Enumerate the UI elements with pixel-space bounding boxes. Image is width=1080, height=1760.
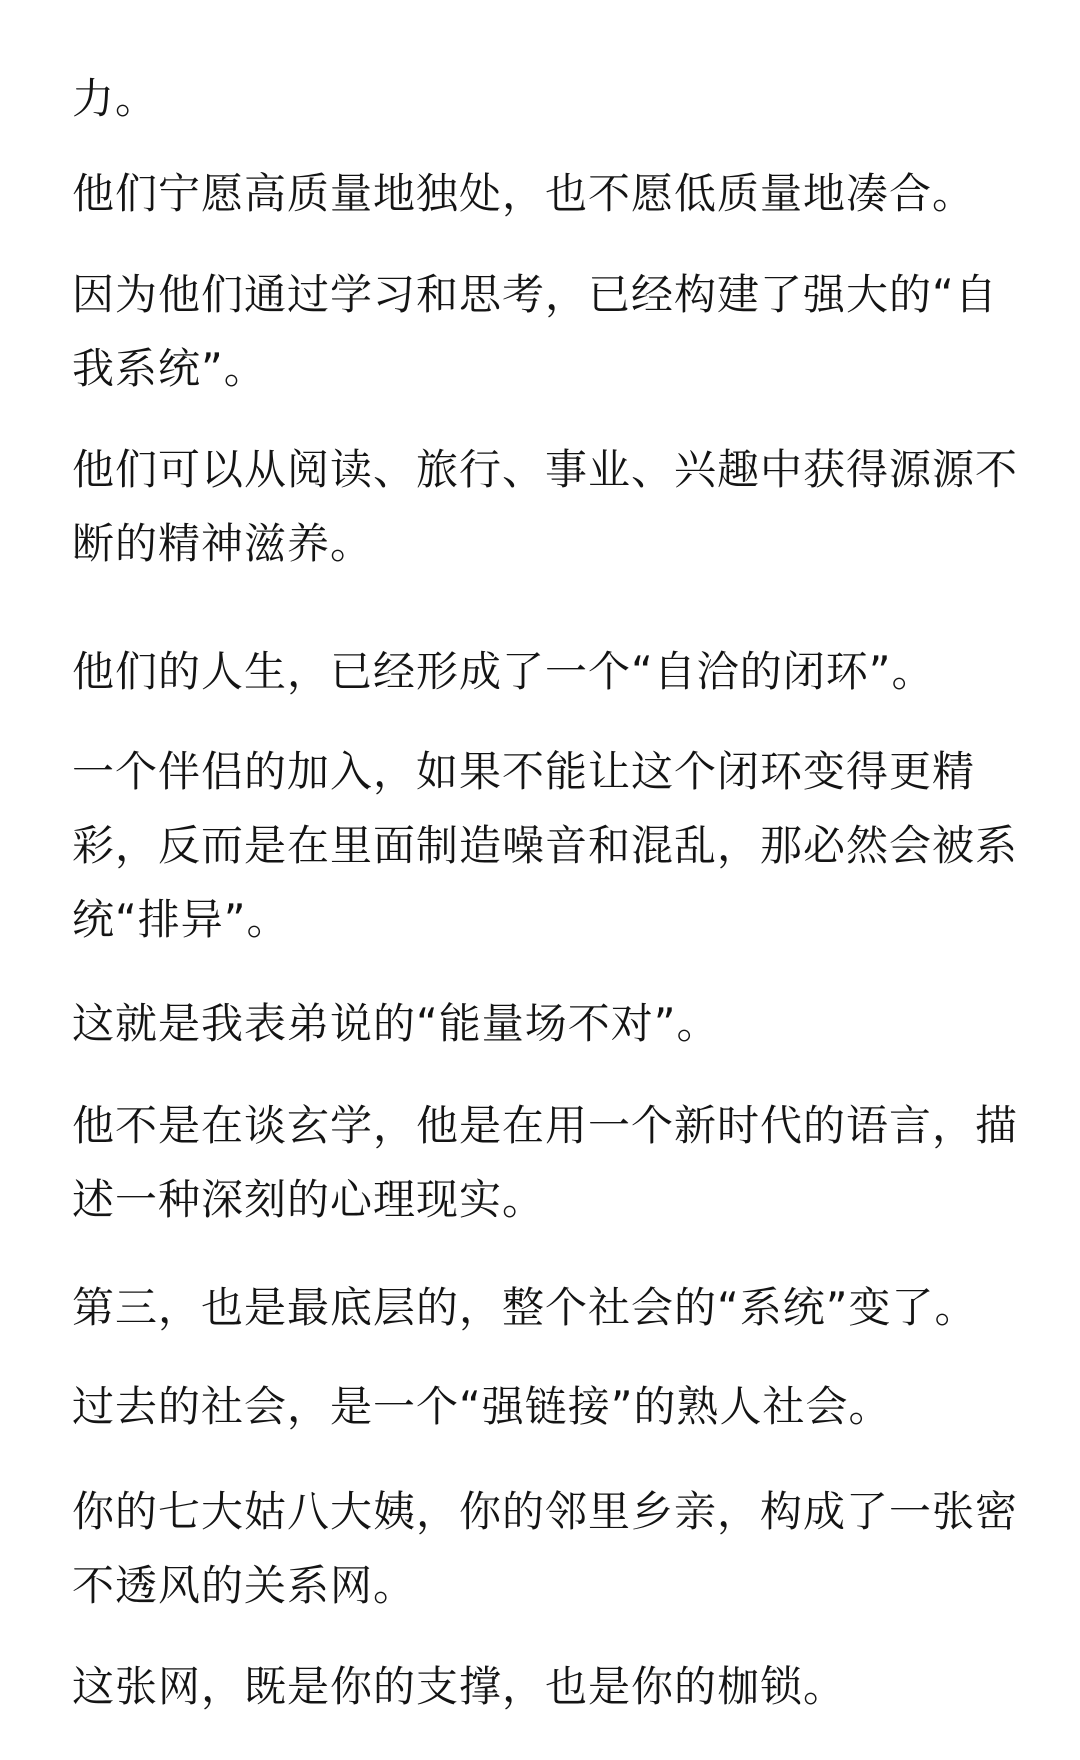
paragraph: [72, 735, 1019, 957]
paragraph: [72, 157, 1002, 231]
paragraph: [72, 1475, 1019, 1623]
text-line: 过去的社会，是一个“强链接”的熟人社会。: [72, 1382, 892, 1431]
paragraph: [72, 258, 1002, 406]
text-line: 力。: [72, 74, 159, 123]
paragraph: [72, 1650, 1002, 1724]
text-line: 我系统”。: [72, 344, 267, 393]
text-line: 你的七大姑八大姨，你的邻里乡亲，构成了一张密: [72, 1487, 1019, 1536]
paragraph: [72, 635, 1002, 709]
paragraph: [72, 1089, 1019, 1237]
text-line: 述一种深刻的心理现实。: [72, 1175, 546, 1224]
text-line: 他们宁愿高质量地独处，也不愿低质量地凑合。: [72, 169, 976, 218]
text-line: 统“排异”。: [72, 895, 290, 944]
text-line: 这就是我表弟说的“能量场不对”。: [72, 999, 720, 1048]
text-line: 第三，也是最底层的，整个社会的“系统”变了。: [72, 1283, 978, 1332]
text-line: 因为他们通过学习和思考，已经构建了强大的“自: [72, 270, 998, 319]
paragraph: [72, 1271, 1002, 1345]
text-line: 他们的人生，已经形成了一个“自洽的闭环”。: [72, 647, 935, 696]
text-line: 他们可以从阅读、旅行、事业、兴趣中获得源源不: [72, 445, 1019, 494]
text-line: 一个伴侣的加入，如果不能让这个闭环变得更精: [72, 747, 976, 796]
text-line: 断的精神滋养。: [72, 519, 374, 568]
text-line: 这张网，既是你的支撑，也是你的枷锁。: [72, 1662, 847, 1711]
paragraph: [72, 1370, 1002, 1444]
paragraph: [72, 62, 1002, 136]
paragraph: [72, 433, 1019, 581]
text-line: 他不是在谈玄学，他是在用一个新时代的语言，描: [72, 1101, 1019, 1150]
text-line: 彩，反而是在里面制造噪音和混乱，那必然会被系: [72, 821, 1019, 870]
text-line: 不透风的关系网。: [72, 1561, 417, 1610]
paragraph: [72, 987, 1002, 1061]
